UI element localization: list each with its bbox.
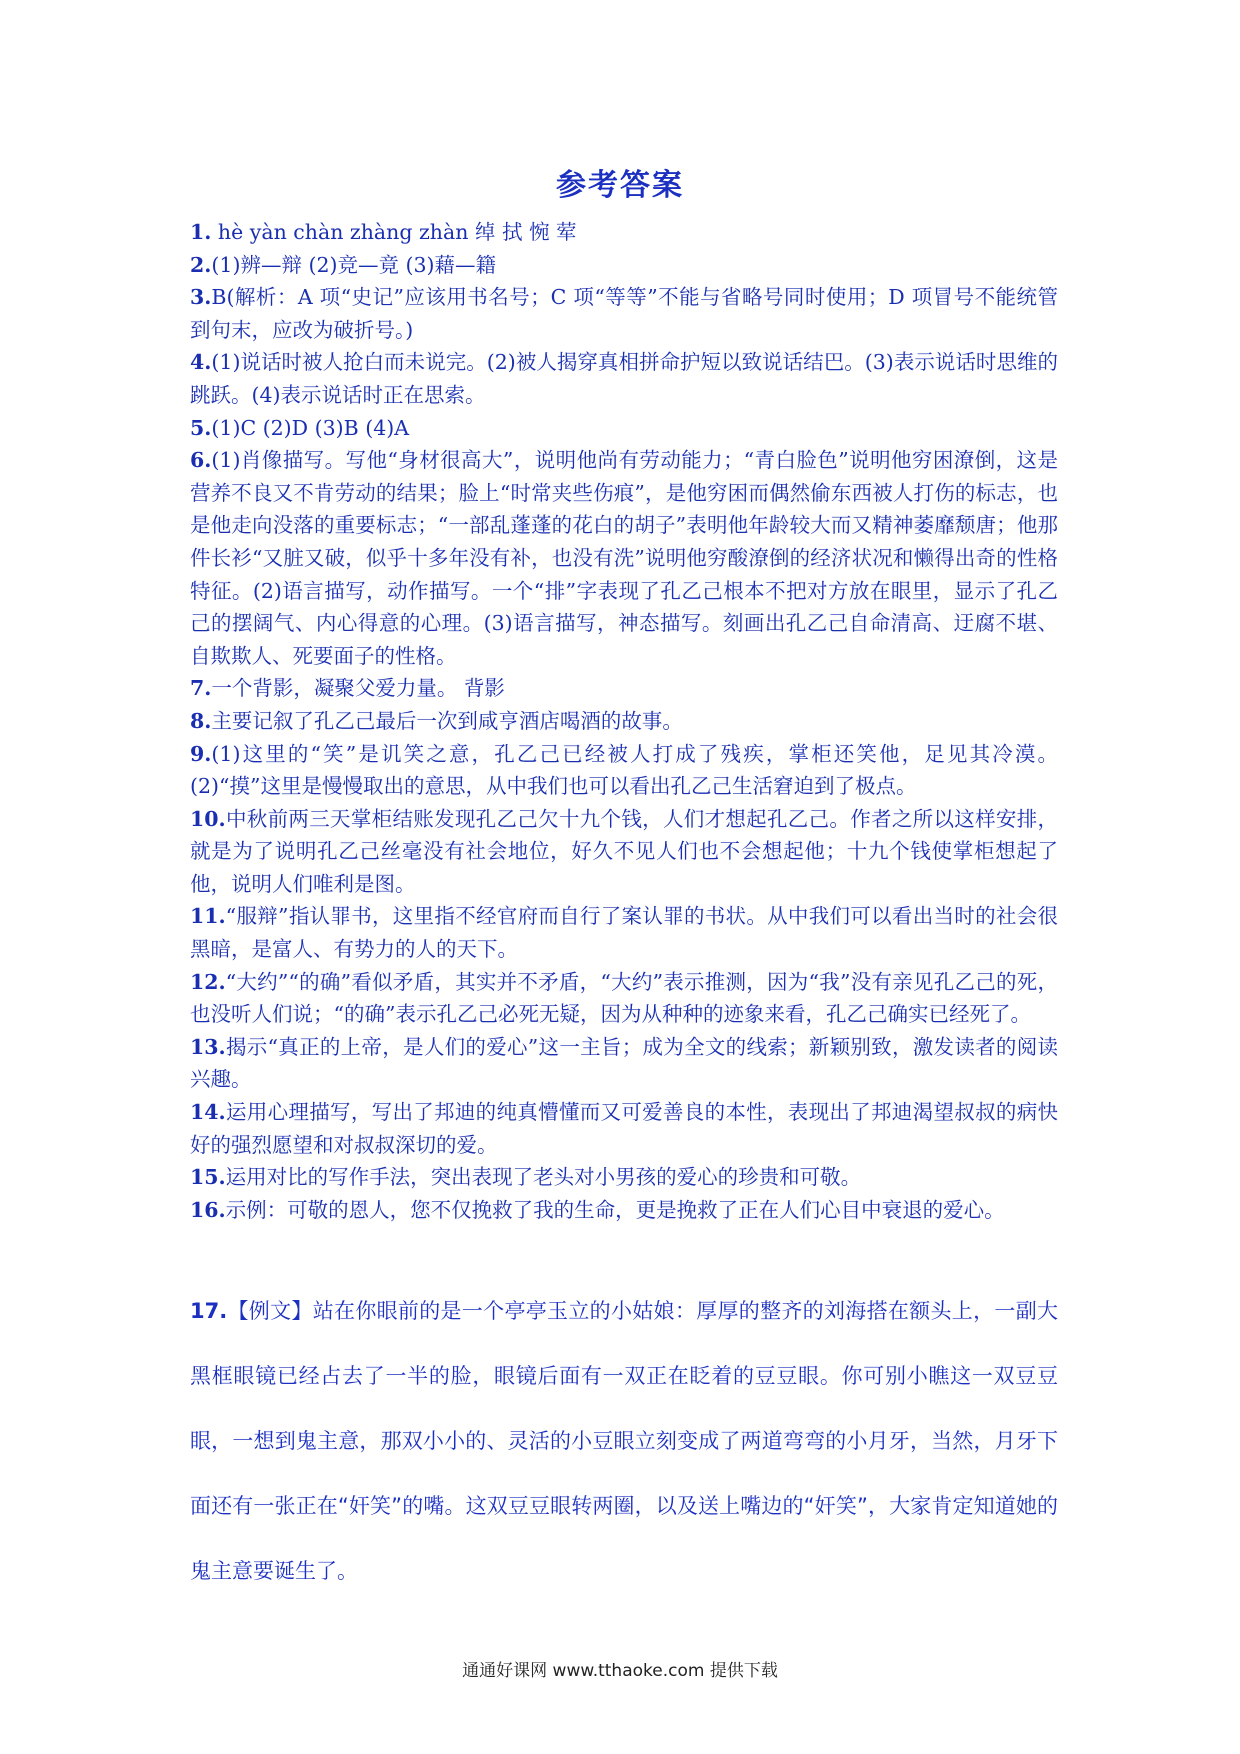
essay-text: 站在你眼前的是一个亭亭玉立的小姑娘：厚厚的整齐的刘海搭在额头上，一副大黑框眼镜已经占去了一半的脸，眼镜后面有一双正在眨着的豆豆眼。你可别小瞧这一双豆豆眼，一想到鬼主意，那双小小的、灵活的小豆眼立刻变成了两道弯弯的小月牙，当然，月牙下面还有一张正在“奸笑”的嘴。这双豆豆眼转两圈，以及送上嘴边的“奸笑”，大家肯定知道她的鬼主意要诞生了。 xyxy=(190,1299,1059,1583)
answer-number: 8. xyxy=(190,708,212,733)
answer-list xyxy=(190,216,1058,1226)
answer-text: 主要记叙了孔乙己最后一次到咸亨酒店喝酒的故事。 xyxy=(211,708,683,733)
answer-item xyxy=(190,803,1058,901)
answer-text: (1)C (2)D (3)B (4)A xyxy=(211,415,410,440)
answer-number: 15. xyxy=(190,1165,226,1190)
answer-number: 13. xyxy=(190,1034,226,1059)
answer-item xyxy=(190,249,1058,282)
answer-text: 揭示“真正的上帝，是人们的爱心”这一主旨；成为全文的线索；新颖别致，激发读者的阅读兴趣。 xyxy=(190,1034,1058,1092)
answer-number: 4. xyxy=(190,350,212,375)
answer-text: (1)肖像描写。写他“身材很高大”，说明他尚有劳动能力；“青白脸色”说明他穷困潦倒，这是营养不良又不肯劳动的结果；脸上“时常夹些伤痕”，是他穷困而偶然偷东西被人打伤的标志，也是他走向没落的重要标志；“一部乱蓬蓬的花白的胡子”表明他年龄较大而又精神萎靡颓唐；他那件长衫“又脏又破，似乎十多年没有补，也没有洗”说明他穷酸潦倒的经济状况和懒得出奇的性格特征。(2)语言描写，动作描写。一个“排”字表现了孔乙己根本不把对方放在眼里，显示了孔乙己的摆阔气、内心得意的心理。(3)语言描写，神态描写。刻画出孔乙己自命清高、迂腐不堪、自欺欺人、死要面子的性格。 xyxy=(190,448,1058,668)
answer-item xyxy=(190,966,1058,1031)
answer-item xyxy=(190,900,1058,965)
answer-text: 中秋前两三天掌柜结账发现孔乙己欠十九个钱，人们才想起孔乙己。作者之所以这样安排，就是为了说明孔乙己丝毫没有社会地位，好久不见人们也不会想起他；十九个钱使掌柜想起了他，说明人们唯利是图。 xyxy=(190,806,1058,896)
answer-item xyxy=(190,1096,1058,1161)
answer-text: hè yàn chàn zhàng zhàn 绰 拭 惋 荤 xyxy=(211,220,577,244)
essay-label: 【例文】 xyxy=(227,1299,313,1323)
answer-text: (1)辨—辩 (2)竞—竟 (3)藉—籍 xyxy=(211,252,497,277)
answer-item xyxy=(190,216,1058,249)
answer-text: 运用心理描写，写出了邦迪的纯真懵懂而又可爱善良的本性，表现出了邦迪渴望叔叔的病快好的强烈愿望和对叔叔深切的爱。 xyxy=(190,1100,1058,1157)
answer-number: 10. xyxy=(190,806,226,831)
answer-item xyxy=(190,1031,1058,1096)
answer-number: 3. xyxy=(190,285,212,310)
answer-text: 示例：可敬的恩人，您不仅挽救了我的生命，更是挽救了正在人们心目中衰退的爱心。 xyxy=(225,1197,1005,1222)
answer-text: 运用对比的写作手法，突出表现了老头对小男孩的爱心的珍贵和可敬。 xyxy=(225,1165,862,1190)
answer-number: 1. xyxy=(190,220,212,244)
answer-item xyxy=(190,1161,1058,1194)
answer-text: B(解析：A 项“史记”应该用书名号；C 项“等等”不能与省略号同时使用；D 项冒号不能统管到句末，应改为破折号。) xyxy=(190,285,1058,342)
answer-text: (1)这里的“笑”是讥笑之意，孔乙己已经被人打成了残疾，掌柜还笑他，足见其冷漠。(2)“摸”这里是慢慢取出的意思，从中我们也可以看出孔乙己生活窘迫到了极点。 xyxy=(190,741,1058,799)
answer-number: 5. xyxy=(190,415,212,440)
answer-number: 14. xyxy=(190,1100,226,1125)
answer-text: 一个背影，凝聚父爱力量。 背影 xyxy=(211,676,505,701)
answer-item xyxy=(190,412,1058,445)
answer-item xyxy=(190,672,1058,705)
page-title: 参考答案 xyxy=(556,168,684,203)
answer-number: 16. xyxy=(190,1197,226,1222)
answer-text: “大约”“的确”看似矛盾，其实并不矛盾，“大约”表示推测，因为“我”没有亲见孔乙己的死，也没听人们说；“的确”表示孔乙己必死无疑，因为从种种的迹象来看，孔乙己确实已经死了。 xyxy=(190,969,1058,1027)
answer-number: 2. xyxy=(190,252,212,277)
essay-number: 17. xyxy=(190,1299,228,1323)
answer-number: 7. xyxy=(190,676,212,701)
answer-text: “服辩”指认罪书，这里指不经官府而自行了案认罪的书状。从中我们可以看出当时的社会很黑暗，是富人、有势力的人的天下。 xyxy=(190,904,1058,962)
answer-item xyxy=(190,281,1058,346)
page-footer: 通通好课网 www.tthaoke.com 提供下载 xyxy=(462,1661,778,1681)
answer-item xyxy=(190,738,1058,803)
answer-text: (1)说话时被人抢白而未说完。(2)被人揭穿真相拼命护短以致说话结巴。(3)表示说话时思维的跳跃。(4)表示说话时正在思索。 xyxy=(190,350,1058,407)
answer-number: 9. xyxy=(190,741,212,766)
answer-item xyxy=(190,444,1058,672)
answer-item xyxy=(190,1194,1058,1227)
answer-number: 11. xyxy=(190,904,226,929)
answer-item xyxy=(190,346,1058,411)
example-essay xyxy=(190,1279,1058,1604)
answer-number: 6. xyxy=(190,448,212,473)
answer-item xyxy=(190,705,1058,738)
answer-number: 12. xyxy=(190,969,226,994)
